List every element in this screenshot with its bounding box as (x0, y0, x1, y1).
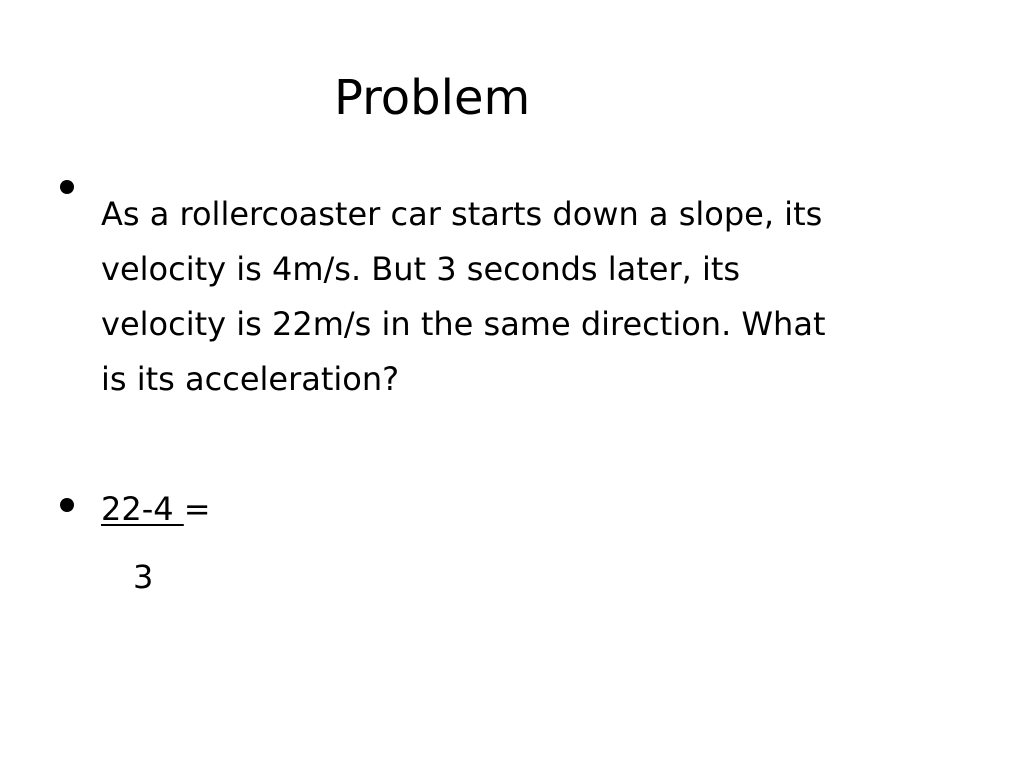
slide-title: Problem (334, 70, 531, 126)
bullet-point-icon (60, 498, 74, 512)
problem-line-2: velocity is 4m/s. But 3 seconds later, its (101, 250, 741, 288)
bullet-point-icon (60, 180, 74, 194)
equation-numerator: 22-4 (101, 490, 184, 528)
equation (101, 482, 211, 537)
equation-operator: = (183, 490, 211, 528)
equation-denominator: 3 (133, 558, 154, 596)
problem-line-1: As a rollercoaster car starts down a slope, its (101, 195, 823, 233)
problem-line-3: velocity is 22m/s in the same direction. What (101, 305, 826, 343)
problem-statement (101, 187, 961, 407)
problem-line-4: is its acceleration? (101, 360, 400, 398)
